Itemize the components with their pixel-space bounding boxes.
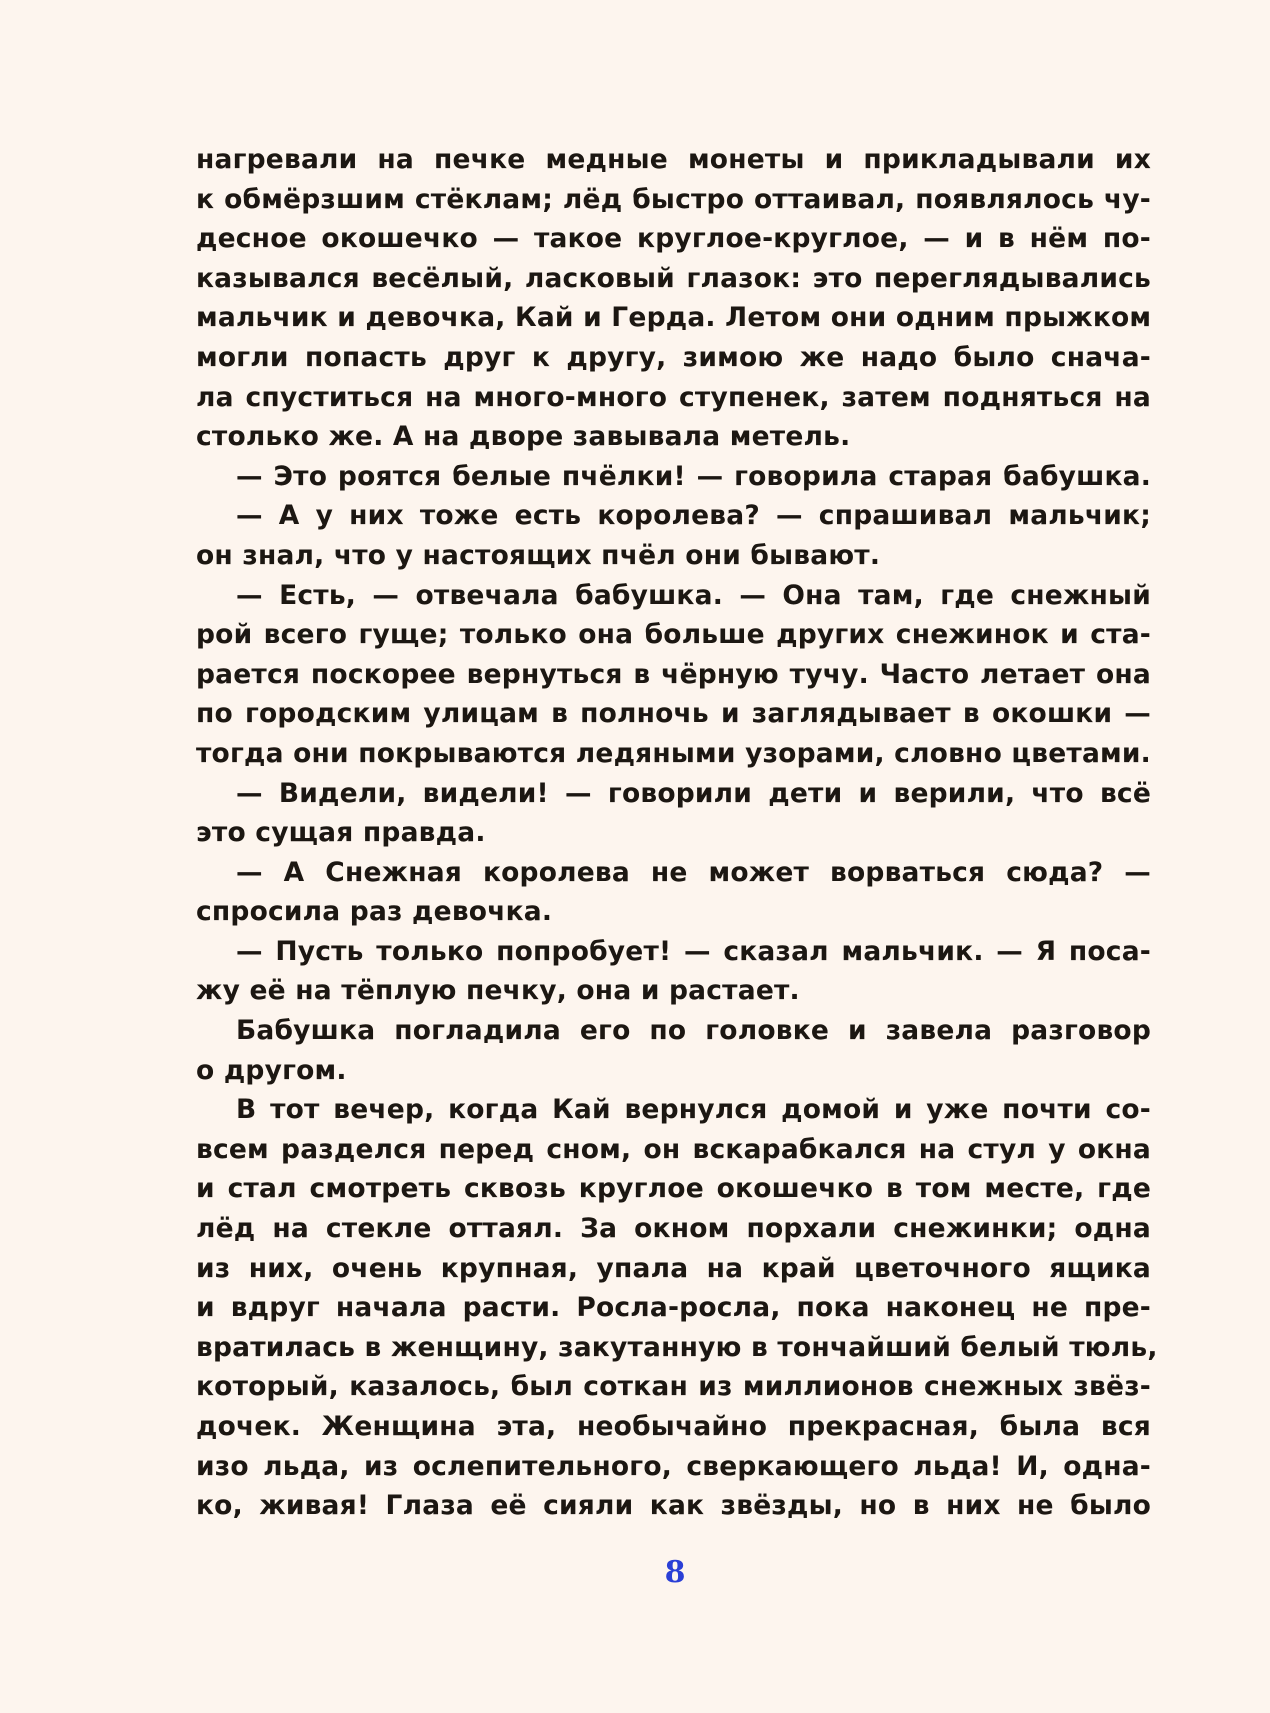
text-line: — Пусть только попробует! — сказал мальчик. — Я поса- bbox=[236, 935, 1151, 967]
text-line: из них, очень крупная, упала на край цветочного ящика bbox=[196, 1252, 1151, 1284]
text-line: который, казалось, был соткан из миллионов снежных звёз- bbox=[196, 1371, 1151, 1403]
text-line: рается поскорее вернуться в чёрную тучу. Часто летает она bbox=[196, 658, 1151, 690]
text-line: изо льда, из ослепительного, сверкающего льда! И, одна- bbox=[196, 1450, 1151, 1482]
text-line: столько же. А на дворе завывала метель. bbox=[196, 421, 851, 453]
text-line: могли попасть друг к другу, зимою же надо было снача- bbox=[196, 341, 1151, 373]
text-line: — Это роятся белые пчёлки! — говорила старая бабушка. bbox=[236, 460, 1151, 492]
text-line: и стал смотреть сквозь круглое окошечко в том месте, где bbox=[196, 1173, 1151, 1205]
text-line: это сущая правда. bbox=[196, 817, 486, 849]
text-line: — Видели, видели! — говорили дети и верили, что всё bbox=[236, 777, 1151, 809]
text-line: ла спуститься на много-много ступенек, затем подняться на bbox=[196, 381, 1151, 413]
text-line: рой всего гуще; только она больше других снежинок и ста- bbox=[196, 619, 1151, 651]
text-line: жу её на тёплую печку, она и растает. bbox=[196, 975, 800, 1007]
text-line: мальчик и девочка, Кай и Герда. Летом они одним прыжком bbox=[196, 302, 1152, 334]
text-line: лёд на стекле оттаял. За окном порхали снежинки; одна bbox=[196, 1213, 1151, 1245]
text-line: ко, живая! Глаза её сияли как звёзды, но в них не было bbox=[196, 1490, 1151, 1522]
text-line: казывался весёлый, ласковый глазок: это переглядывались bbox=[196, 262, 1151, 294]
text-line: В тот вечер, когда Кай вернулся домой и уже почти со- bbox=[236, 1094, 1151, 1126]
text-line: — Есть, — отвечала бабушка. — Она там, где снежный bbox=[236, 579, 1151, 611]
page-number: 8 bbox=[664, 1555, 686, 1590]
text-line: он знал, что у настоящих пчёл они бывают. bbox=[196, 539, 881, 571]
text-line: нагревали на печке медные монеты и прикладывали их bbox=[196, 144, 1151, 175]
text-line: — А Снежная королева не может ворваться сюда? — bbox=[236, 856, 1151, 888]
text-line: о другом. bbox=[196, 1054, 347, 1086]
text-line: всем разделся перед сном, он вскарабкался на стул у окна bbox=[196, 1133, 1151, 1165]
text-line: дочек. Женщина эта, необычайно прекрасная, была вся bbox=[196, 1411, 1151, 1442]
text-line: и вдруг начала расти. Росла-росла, пока наконец не пре- bbox=[196, 1292, 1151, 1324]
text-line: по городским улицам в полночь и заглядывает в окошки — bbox=[196, 698, 1151, 730]
text-line: тогда они покрываются ледяными узорами, словно цветами. bbox=[196, 737, 1151, 769]
text-line: вратилась в женщину, закутанную в тончайший белый тюль, bbox=[196, 1331, 1158, 1363]
text-line: — А у них тоже есть королева? — спрашивал мальчик; bbox=[236, 500, 1151, 532]
text-line: к обмёрзшим стёклам; лёд быстро оттаивал, появлялось чу- bbox=[196, 183, 1151, 215]
body-text bbox=[196, 140, 1158, 1526]
text-line: спросила раз девочка. bbox=[196, 896, 553, 928]
text-line: Бабушка погладила его по головке и завела разговор bbox=[236, 1015, 1151, 1047]
text-line: десное окошечко — такое круглое-круглое, — и в нём по- bbox=[196, 223, 1151, 255]
